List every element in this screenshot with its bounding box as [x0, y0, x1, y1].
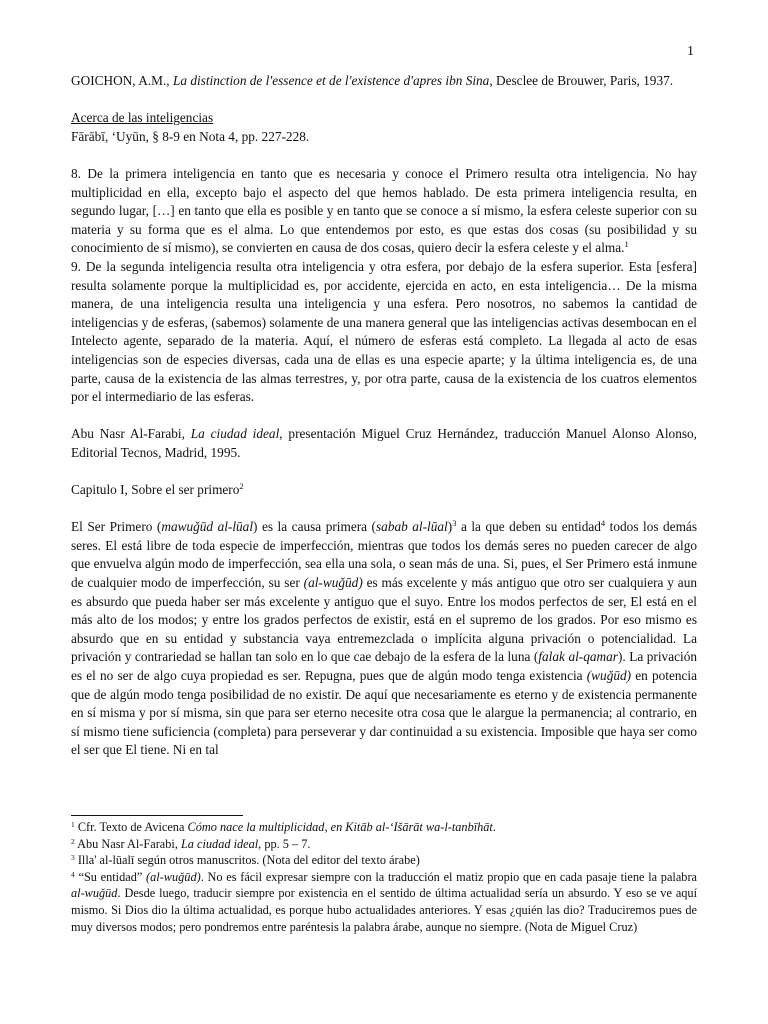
footnote-ref-1[interactable]: 1 — [624, 239, 629, 250]
ref-details: , presentación Miguel Cruz Hernández, traducción Manuel Alonso Alonso, Editorial Tecnos, Madrid, 1995. — [71, 426, 697, 460]
ref-publisher: , Desclee de Brouwer, Paris, 1937. — [489, 73, 674, 88]
main-paragraph: El Ser Primero (mawuǧūd al-lūal) es la causa primera (sabab al-lūal)$^3$ a la que deben su entidad$^4$ todos los demás seres. El está libre de toda especie de imperfección, mientras que todos los demás seres no pueden carecer de algo que envuelva algún modo de imperfección, sea ella una sola, o sean más de una. Si, pues, el Ser Primero está inmune de cualquier modo de imperfección, su ser (al-wuǧūd) es más excelente y más antiguo que otro ser cualquiera y aun es absurdo que pueda haber ser más excelente y antiguo que el suyo. Entre los modos perfectos de ser, El está en el más alto de los modos; y entre los grados perfectos de existir, está en el supremo de los grados. Por eso mismo es absurdo que en su entidad y substancia vaya entremezclada o implícita alguna privación o potencialidad. La privación y contrariedad se hallan tan solo en lo que cae debajo de la esfera de la luna (falak al-qamar). La privación es el no ser de algo cuya propiedad es ser. Repugna, pues que de algún modo tenga existencia (wuǧūd) en potencia que de algún modo tenga posibilidad de no existir. De aquí que necesariamente es eterno y de existencia permanente en sí misma y por sí misma, sin que para ser eterno necesite otra cosa que le alargue la permanencia; al contrario, en sí mismo tiene suficiencia (completa) para perseverar y dar continuidad a su existencia. Imposible que haya ser como el ser que El tiene. Ni en tal — [71, 518, 698, 758]
reference-farabi — [71, 425, 697, 462]
footnote-3: $^3$ Illa' al-lūalī según otros manuscritos. (Nota del editor del texto árabe) — [71, 853, 420, 868]
section-source: Fārābī, ʻUyūn, § 8-9 en Nota 4, pp. 227-228. — [71, 128, 310, 144]
footnote-4: $^4$ “Su entidad” (al-wuǧūd). No es fácil expresar siempre con la traducción el matiz propio que en cada pasaje tiene la palabra al-wuǧūd. Desde luego, traducir siempre por existencia en el sentido de última actualidad sería un absurdo. Y eso se ve aquí mismo. Si Dios dio la última actualidad, es porque hubo actualidades anteriores. Y esas ¿quién las dio? Traduciremos pues de muy diversos modos; pero pondremos entre paréntesis la palabra árabe, aunque no siempre. (Nota de Miguel Cruz) — [71, 869, 697, 934]
document-body — [71, 72, 697, 760]
footnote-2: $^2$ Abu Nasr Al-Farabi, La ciudad ideal, pp. 5 – 7. — [71, 836, 311, 851]
arabic-term: (wuǧūd) — [586, 668, 632, 683]
paragraph-9: 9. De la segunda inteligencia resulta otra inteligencia y otra esfera, por debajo de la esfera superior. Esta [esfera] resulta solamente porque la multiplicidad es, por accidente, ejercida en acto, en esta inteligencia… De la misma manera, de una inteligencia resulta una inteligencia y una esfera. Pero nosotros, no sabemos la cantidad de inteligencias y de esferas, (sabemos) solamente de una manera general que las inteligencias activas desembocan en el Intelecto agente, separado de la materia. Aquí, el número de esferas está completo. La llegada al acto de esas inteligencias son de especies diversas, cada una de ellas es una especie aparte; y la última inteligencia es, de una parte, causa de la existencia de las almas terrestres, y, por otra parte, causa de la existencia de los cuatros elementos por el intermediario de las esferas. — [71, 258, 697, 405]
section-heading: Acerca de las inteligencias — [71, 110, 214, 126]
ref-title: La distinction de l'essence et de l'existence d'apres ibn Sina — [172, 73, 490, 88]
page-number: 1 — [687, 44, 694, 59]
paragraph-8 — [71, 165, 697, 258]
footnotes — [71, 815, 697, 935]
ref-author: Abu Nasr Al-Farabi, — [71, 426, 191, 442]
ref-title: La ciudad ideal — [190, 426, 280, 442]
arabic-term: mawuǧūd al-lūal — [161, 519, 254, 535]
chapter-title — [71, 481, 697, 500]
arabic-term: (al-wuǧūd) — [303, 575, 363, 591]
footnote-ref-2[interactable]: 2 — [239, 481, 244, 492]
footnote-1: $^1$ Cfr. Texto de Avicena Cómo nace la multiplicidad, en Kitāb al-ʻIšārāt wa-l-tanbīhāt. — [71, 820, 496, 834]
footnote-divider — [71, 815, 243, 816]
reference-goichon — [71, 72, 697, 91]
ref-author: GOICHON, A.M., — [71, 73, 173, 88]
paragraph-8-text: 8. De la primera inteligencia en tanto que es necesaria y conoce el Primero resulta otra inteligencia. No hay multiplicidad en ella, excepto bajo el aspecto del que hemos hablado. De esta primera inteligencia resulta, en segundo lugar, […] en tanto que ella es posible y en tanto que se conoce a sí mismo, la esfera celeste superior con su materia y su forma que es el alma. Lo que entendemos por esto, es que estas dos cosas (su posibilidad y su conocimiento de sí mismo), se convierten en causa de dos cosas, quiero decir la esfera celeste y el alma. — [71, 165, 697, 256]
chapter-title-text: Capitulo I, Sobre el ser primero — [71, 482, 240, 498]
arabic-term: falak al-qamar — [538, 649, 618, 665]
arabic-term: sabab al-lūal — [376, 519, 448, 535]
footnote-ref-4[interactable]: 4 — [600, 518, 606, 529]
footnote-ref-3[interactable]: 3 — [452, 518, 457, 529]
